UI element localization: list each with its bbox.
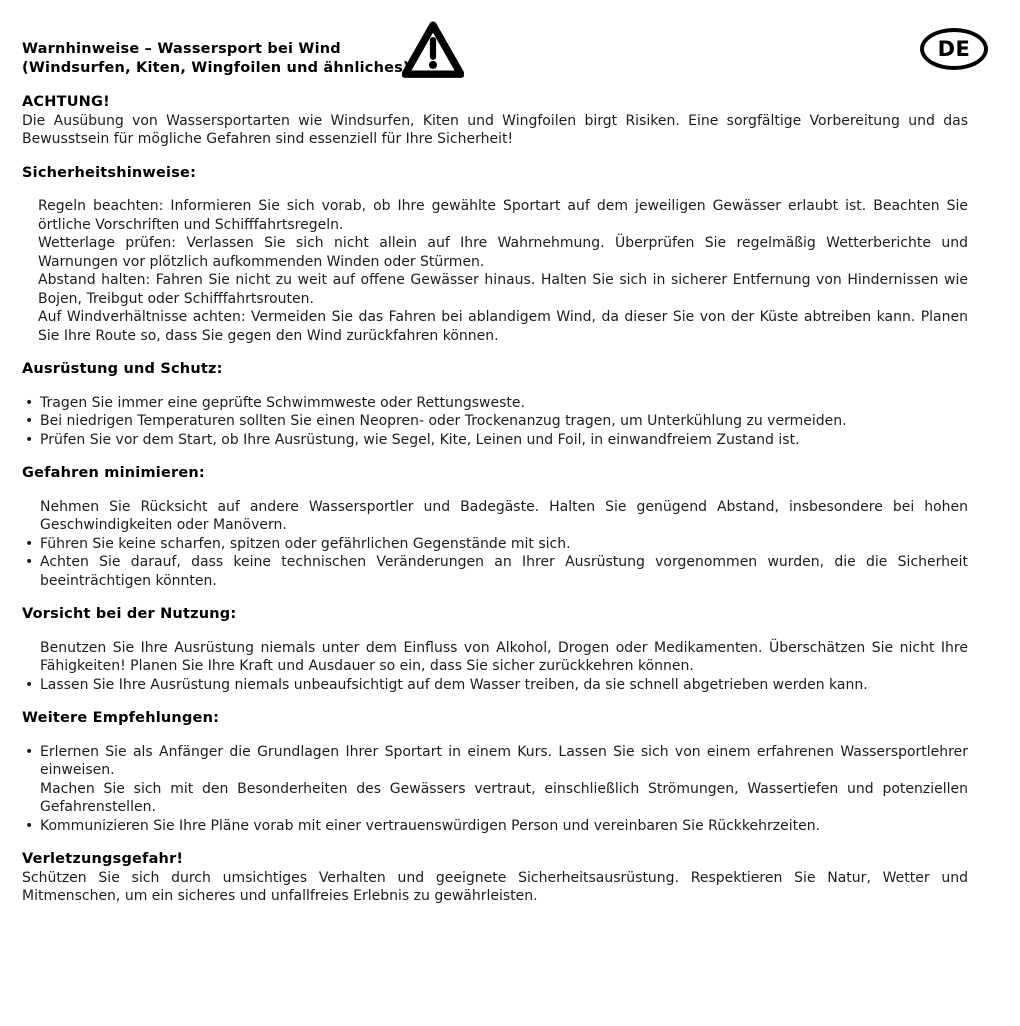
section-paragraph-achtung: Die Ausübung von Wassersportarten wie Windsurfen, Kiten und Wingfoilen birgt Risiken. Eine sorgfältige Vorbereitung und das Bewusstsein für mögliche Gefahren sind essenziell für Ihre Sicherheit! (22, 112, 968, 147)
section-heading-vorsicht: Vorsicht bei der Nutzung: (22, 606, 237, 622)
list-item: • Erlernen Sie als Anfänger die Grundlagen Ihrer Sportart in einem Kurs. Lassen Sie sich von einem erfahrenen Wassersportlehrer einweisen. (22, 743, 968, 780)
safety-item: Abstand halten: Fahren Sie nicht zu weit auf offene Gewässer hinaus. Halten Sie sich in sicherer Entfernung von Hindernissen wie Bojen, Treibgut oder Schifffahrtsrouten. (38, 272, 968, 307)
list-item: • Achten Sie darauf, dass keine technischen Veränderungen an Ihrer Ausrüstung vorgenommen wurden, die die Sicherheit beeinträchtigen könnten. (22, 553, 968, 590)
section-gefahren (22, 464, 968, 590)
list-item: • Bei niedrigen Temperaturen sollten Sie einen Neopren- oder Trockenanzug tragen, um Unterkühlung zu vermeiden. (22, 412, 968, 431)
list-item: Nehmen Sie Rücksicht auf andere Wassersportler und Badegäste. Halten Sie genügend Abstand, insbesondere bei hohen Geschwindigkeiten oder Manövern. (40, 498, 968, 533)
safety-item: Regeln beachten: Informieren Sie sich vorab, ob Ihre gewählte Sportart auf dem jeweiligen Gewässer erlaubt ist. Beachten Sie örtliche Vorschriften und Schifffahrtsregeln. (38, 198, 968, 233)
country-badge (920, 28, 988, 70)
list-item: Machen Sie sich mit den Besonderheiten des Gewässers vertraut, einschließlich Strömungen, Wassertiefen und potenziellen Gefahrenstellen. (40, 780, 968, 815)
section-heading-gefahren: Gefahren minimieren: (22, 465, 205, 481)
title-line-1: Warnhinweise – Wassersport bei Wind (22, 41, 341, 57)
list-item: • Prüfen Sie vor dem Start, ob Ihre Ausrüstung, wie Segel, Kite, Leinen und Foil, in einwandfreiem Zustand ist. (22, 431, 968, 450)
list-item: Benutzen Sie Ihre Ausrüstung niemals unter dem Einfluss von Alkohol, Drogen oder Medikamenten. Überschätzen Sie nicht Ihre Fähigkeiten! Planen Sie Ihre Kraft und Ausdauer so ein, dass Sie sicher zurückkehren können. (40, 639, 968, 674)
section-heading-sicherheitshinweise: Sicherheitshinweise: (22, 164, 197, 181)
section-ausruestung (22, 360, 968, 449)
list-item: • Tragen Sie immer eine geprüfte Schwimmweste oder Rettungsweste. (22, 394, 968, 413)
section-heading-achtung: ACHTUNG! (22, 94, 110, 110)
safety-item: Auf Windverhältnisse achten: Vermeiden Sie das Fahren bei ablandigem Wind, da dieser Sie von der Küste abtreiben kann. Planen Sie Ihre Route so, dass Sie gegen den Wind zurückfahren können. (38, 309, 968, 344)
section-achtung (22, 93, 968, 149)
document-header (22, 40, 968, 77)
section-verletzungsgefahr (22, 850, 968, 906)
list-item: • Führen Sie keine scharfen, spitzen oder gefährlichen Gegenstände mit sich. (22, 535, 968, 554)
section-heading-ausruestung: Ausrüstung und Schutz: (22, 361, 223, 377)
country-code-label: DE (937, 36, 971, 61)
safety-item: Wetterlage prüfen: Verlassen Sie sich nicht allein auf Ihre Wahrnehmung. Überprüfen Sie regelmäßig Wetterberichte und Warnungen vor plötzlich aufkommenden Winden oder Stürmen. (38, 235, 968, 270)
list-item: • Kommunizieren Sie Ihre Pläne vorab mit einer vertrauenswürdigen Person und vereinbaren Sie Rückkehrzeiten. (22, 817, 968, 836)
title-line-2: (Windsurfen, Kiten, Wingfoilen und ähnliches) (22, 59, 410, 76)
section-heading-empfehlungen: Weitere Empfehlungen: (22, 710, 220, 726)
warning-triangle-icon (402, 19, 464, 81)
section-heading-verletzungsgefahr: Verletzungsgefahr! (22, 851, 184, 867)
section-paragraph-verletzungsgefahr: Schützen Sie sich durch umsichtiges Verhalten und geeignete Sicherheitsausrüstung. Respektieren Sie Natur, Wetter und Mitmenschen, um ein sicheres und unfallfreies Erlebnis zu gewährleisten. (22, 869, 968, 904)
section-empfehlungen (22, 709, 968, 835)
section-sicherheitshinweise (22, 164, 968, 346)
document-title (22, 40, 968, 77)
list-item: • Lassen Sie Ihre Ausrüstung niemals unbeaufsichtigt auf dem Wasser treiben, da sie schnell abgetrieben werden kann. (22, 676, 968, 695)
section-vorsicht (22, 605, 968, 694)
